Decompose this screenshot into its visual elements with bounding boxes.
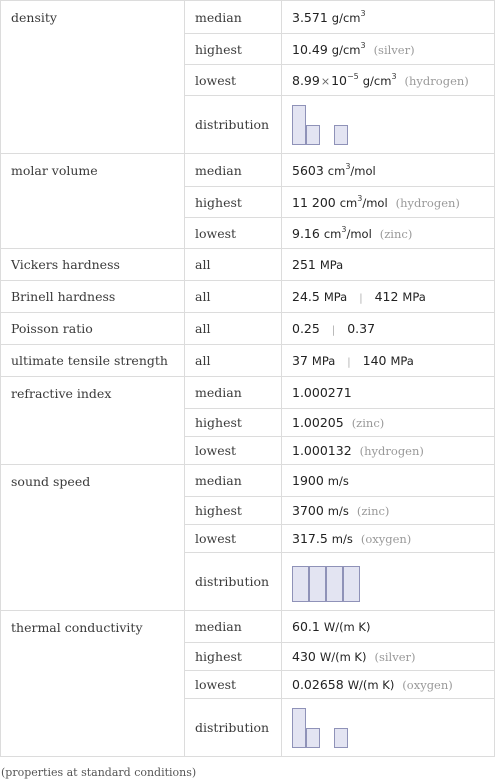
sound-median-label: median — [185, 465, 282, 497]
table-row — [1, 377, 495, 409]
thermal-highest-label: highest — [185, 643, 282, 671]
unit: MPa — [402, 290, 426, 304]
note: (zinc) — [379, 227, 413, 241]
table-row — [1, 249, 495, 281]
value: 317.5 — [292, 531, 328, 546]
poisson-label: Poisson ratio — [1, 313, 185, 345]
unit: W/(m K) — [323, 620, 371, 634]
value: 24.5 — [292, 289, 320, 304]
molar-volume-median-label: median — [185, 154, 282, 187]
density-lowest-cell — [282, 65, 495, 96]
density-highest-cell — [282, 34, 495, 65]
vickers-cell — [282, 249, 495, 281]
unit: cm — [323, 227, 342, 241]
table-row — [1, 313, 495, 345]
histogram-bar — [334, 125, 348, 145]
times-sign: × — [320, 75, 331, 88]
histogram-bar — [343, 566, 360, 602]
value: 430 — [292, 649, 316, 664]
value: 9.16 — [292, 226, 320, 241]
value: 1900 — [292, 473, 324, 488]
density-median-label: median — [185, 1, 282, 34]
table-row — [1, 154, 495, 187]
histogram-bar — [309, 566, 326, 602]
refractive-lowest-label: lowest — [185, 437, 282, 465]
histogram-bar — [326, 566, 343, 602]
note: (hydrogen) — [404, 74, 469, 88]
value: 3700 — [292, 503, 324, 518]
density-histogram — [292, 105, 484, 145]
value: 140 — [362, 353, 387, 368]
refractive-highest-label: highest — [185, 409, 282, 437]
sound-highest-cell — [282, 497, 495, 525]
footer-note: (properties at standard conditions) — [1, 766, 197, 779]
molar-volume-lowest-cell — [282, 218, 495, 249]
density-highest-label: highest — [185, 34, 282, 65]
histogram-bar — [292, 566, 309, 602]
note: (oxygen) — [402, 678, 453, 692]
vickers-sub: all — [185, 249, 282, 281]
unit-suffix: /mol — [362, 196, 388, 210]
tensile-sub: all — [185, 345, 282, 377]
molar-volume-lowest-label: lowest — [185, 218, 282, 249]
exponent: 3 — [360, 9, 366, 18]
density-label: density — [1, 1, 185, 154]
refractive-highest-cell — [282, 409, 495, 437]
value: 0.37 — [347, 321, 376, 336]
thermal-lowest-cell — [282, 671, 495, 699]
note: (hydrogen) — [359, 444, 424, 458]
histogram-bar — [306, 125, 320, 145]
unit: g/cm — [362, 74, 392, 88]
histogram-bar — [334, 728, 348, 748]
separator: | — [359, 293, 363, 304]
value: 1.000271 — [292, 385, 352, 400]
unit: m/s — [327, 474, 349, 488]
thermal-distribution-cell — [282, 699, 495, 757]
separator: | — [331, 325, 336, 336]
unit: cm — [327, 164, 346, 178]
value: 11 200 — [292, 195, 336, 210]
unit-suffix: /mol — [346, 227, 372, 241]
table-row — [1, 281, 495, 313]
tensile-cell — [282, 345, 495, 377]
unit: MPa — [323, 290, 348, 304]
note: (hydrogen) — [395, 196, 460, 210]
sound-histogram — [292, 562, 484, 602]
unit: g/cm — [331, 43, 361, 57]
thermal-median-cell — [282, 611, 495, 643]
brinell-cell — [282, 281, 495, 313]
value: 251 — [292, 257, 316, 272]
note: (silver) — [374, 650, 416, 664]
value: 10.49 — [292, 42, 328, 57]
exponent: −5 — [346, 72, 359, 81]
table-row — [1, 1, 495, 34]
sound-label: sound speed — [1, 465, 185, 611]
sound-distribution-label: distribution — [185, 553, 282, 611]
histogram-bar — [292, 708, 306, 748]
molar-volume-highest-cell — [282, 187, 495, 218]
note: (oxygen) — [360, 532, 412, 546]
value: 37 — [292, 353, 308, 368]
density-median-cell — [282, 1, 495, 34]
refractive-median-cell — [282, 377, 495, 409]
vickers-label: Vickers hardness — [1, 249, 185, 281]
thermal-median-label: median — [185, 611, 282, 643]
unit: g/cm — [331, 11, 361, 25]
sound-median-cell — [282, 465, 495, 497]
brinell-sub: all — [185, 281, 282, 313]
note: (zinc) — [356, 504, 390, 518]
exponent: 3 — [391, 72, 397, 81]
density-lowest-label: lowest — [185, 65, 282, 96]
molar-volume-label: molar volume — [1, 154, 185, 249]
unit: MPa — [311, 354, 336, 368]
unit: W/(m K) — [319, 650, 367, 664]
mantissa: 8.99 — [292, 73, 320, 88]
poisson-sub: all — [185, 313, 282, 345]
value: 0.02658 — [292, 677, 344, 692]
unit: cm — [339, 196, 358, 210]
separator: | — [347, 357, 351, 368]
value: 5603 — [292, 163, 324, 178]
table-row — [1, 611, 495, 643]
note: (zinc) — [351, 416, 385, 430]
value: 3.571 — [292, 10, 328, 25]
exponent: 3 — [345, 162, 351, 171]
brinell-label: Brinell hardness — [1, 281, 185, 313]
refractive-lowest-cell — [282, 437, 495, 465]
poisson-cell — [282, 313, 495, 345]
value: 1.00205 — [292, 415, 344, 430]
exponent: 3 — [341, 225, 347, 234]
value: 412 — [374, 289, 399, 304]
thermal-lowest-label: lowest — [185, 671, 282, 699]
unit: m/s — [327, 504, 349, 518]
table-row — [1, 345, 495, 377]
thermal-histogram — [292, 708, 484, 748]
sound-lowest-label: lowest — [185, 525, 282, 553]
exponent: 3 — [360, 41, 366, 50]
thermal-label: thermal conductivity — [1, 611, 185, 757]
note: (silver) — [373, 43, 415, 57]
value: 60.1 — [292, 619, 320, 634]
unit: m/s — [331, 532, 353, 546]
thermal-highest-cell — [282, 643, 495, 671]
histogram-bar — [292, 105, 306, 145]
refractive-median-label: median — [185, 377, 282, 409]
molar-volume-median-cell — [282, 154, 495, 187]
base: 10 — [331, 73, 347, 88]
sound-distribution-cell — [282, 553, 495, 611]
exponent: 3 — [357, 194, 363, 203]
molar-volume-highest-label: highest — [185, 187, 282, 218]
table-row — [1, 465, 495, 497]
unit: MPa — [390, 354, 414, 368]
value: 0.25 — [292, 321, 320, 336]
unit: W/(m K) — [347, 678, 395, 692]
unit-suffix: /mol — [350, 164, 376, 178]
tensile-label: ultimate tensile strength — [1, 345, 185, 377]
sound-highest-label: highest — [185, 497, 282, 525]
unit: MPa — [319, 258, 344, 272]
thermal-distribution-label: distribution — [185, 699, 282, 757]
sound-lowest-cell — [282, 525, 495, 553]
density-distribution-label: distribution — [185, 96, 282, 154]
density-distribution-cell — [282, 96, 495, 154]
refractive-label: refractive index — [1, 377, 185, 465]
value: 1.000132 — [292, 443, 352, 458]
histogram-bar — [306, 728, 320, 748]
